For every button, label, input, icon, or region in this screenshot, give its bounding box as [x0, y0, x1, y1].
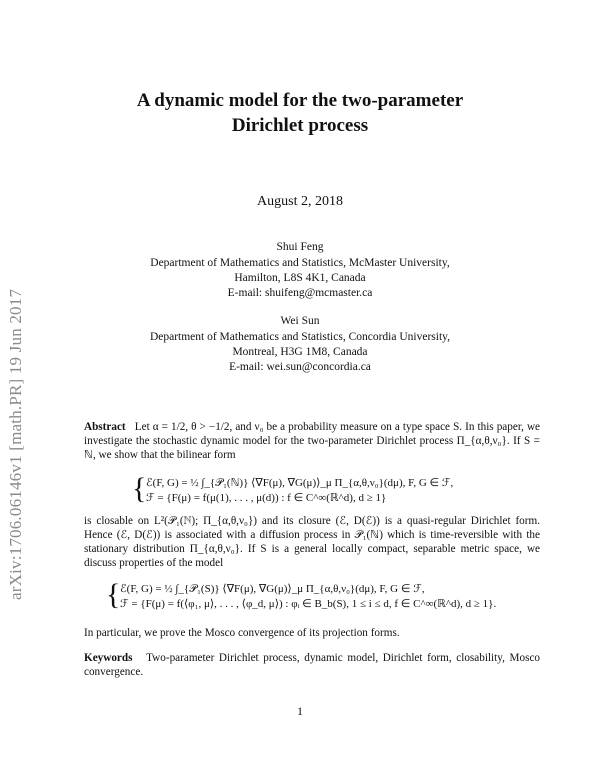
- formula-1-line-1: ℰ(F, G) = ½ ∫_{𝒫₁(ℕ)} ⟨∇F(μ), ∇G(μ)⟩_μ Π_{α,θ,ν₀}(dμ), F, G ∈ ℱ,: [146, 477, 454, 489]
- arxiv-side-label: arXiv:1706.06146v1 [math.PR] 19 Jun 2017: [6, 288, 25, 600]
- author-block-2: [0, 314, 600, 375]
- title-line-2: Dirichlet process: [231, 115, 369, 136]
- formula-2-line-2: ℱ = {F(μ) = f(⟨φ₁, μ⟩, . . . , ⟨φ_d, μ⟩) : φᵢ ∈ B_b(S), 1 ≤ i ≤ d, f ∈ C^∞(ℝ^d), d ≥ 1}.: [120, 598, 497, 610]
- page-number: 1: [297, 704, 303, 718]
- author-name: Wei Sun: [280, 315, 320, 327]
- abstract-heading: Abstract: [84, 421, 126, 433]
- keywords-paragraph: [84, 651, 540, 679]
- formula-2-line-1: ℰ(F, G) = ½ ∫_{𝒫₁(S)} ⟨∇F(μ), ∇G(μ)⟩_μ Π_{α,θ,ν₀}(dμ), F, G ∈ ℱ,: [120, 583, 425, 595]
- author-name: Shui Feng: [276, 241, 324, 253]
- abstract-text-1: Let α = 1/2, θ > −1/2, and ν₀ be a probability measure on a type space S. In this paper, we investigate the stochastic dynamic model for the two-parameter Dirichlet process Π_{α,θ,ν₀}. If S = ℕ, we show that the bilinear form: [84, 421, 540, 461]
- title-line-1: A dynamic model for the two-parameter: [136, 90, 464, 111]
- author-affiliation: Department of Mathematics and Statistics, McMaster University,: [150, 257, 450, 269]
- formula-brace: {: [132, 472, 147, 505]
- paper-title: [60, 88, 540, 138]
- keywords-heading: Keywords: [84, 652, 133, 664]
- author-block-1: [0, 240, 600, 301]
- abstract-paragraph-2: is closable on L²(𝒫₁(ℕ); Π_{α,θ,ν₀}) and its closure (ℰ, D(ℰ)) is a quasi-regular Dirichlet form. Hence (ℰ, D(ℰ)) is associated with a diffusion process in 𝒫₁(ℕ) which is time-reversible with the stationary distribution Π_{α,θ,ν₀}. If S is a general locally compact, separable metric space, we discuss properties of the model: [84, 515, 540, 569]
- paper-date: August 2, 2018: [257, 194, 343, 209]
- author-email: E-mail: wei.sun@concordia.ca: [229, 361, 371, 373]
- keywords-text: Two-parameter Dirichlet process, dynamic model, Dirichlet form, closability, Mosco convergence.: [84, 652, 540, 678]
- abstract-paragraph-1: [84, 420, 540, 462]
- author-address: Hamilton, L8S 4K1, Canada: [234, 272, 366, 284]
- abstract-paragraph-3: In particular, we prove the Mosco convergence of its projection forms.: [84, 627, 400, 639]
- formula-1-line-2: ℱ = {F(μ) = f(μ(1), . . . , μ(d)) : f ∈ C^∞(ℝ^d), d ≥ 1}: [146, 492, 387, 504]
- author-email: E-mail: shuifeng@mcmaster.ca: [227, 287, 373, 299]
- author-address: Montreal, H3G 1M8, Canada: [232, 346, 368, 358]
- author-affiliation: Department of Mathematics and Statistics, Concordia University,: [149, 331, 451, 343]
- formula-brace: {: [106, 578, 121, 611]
